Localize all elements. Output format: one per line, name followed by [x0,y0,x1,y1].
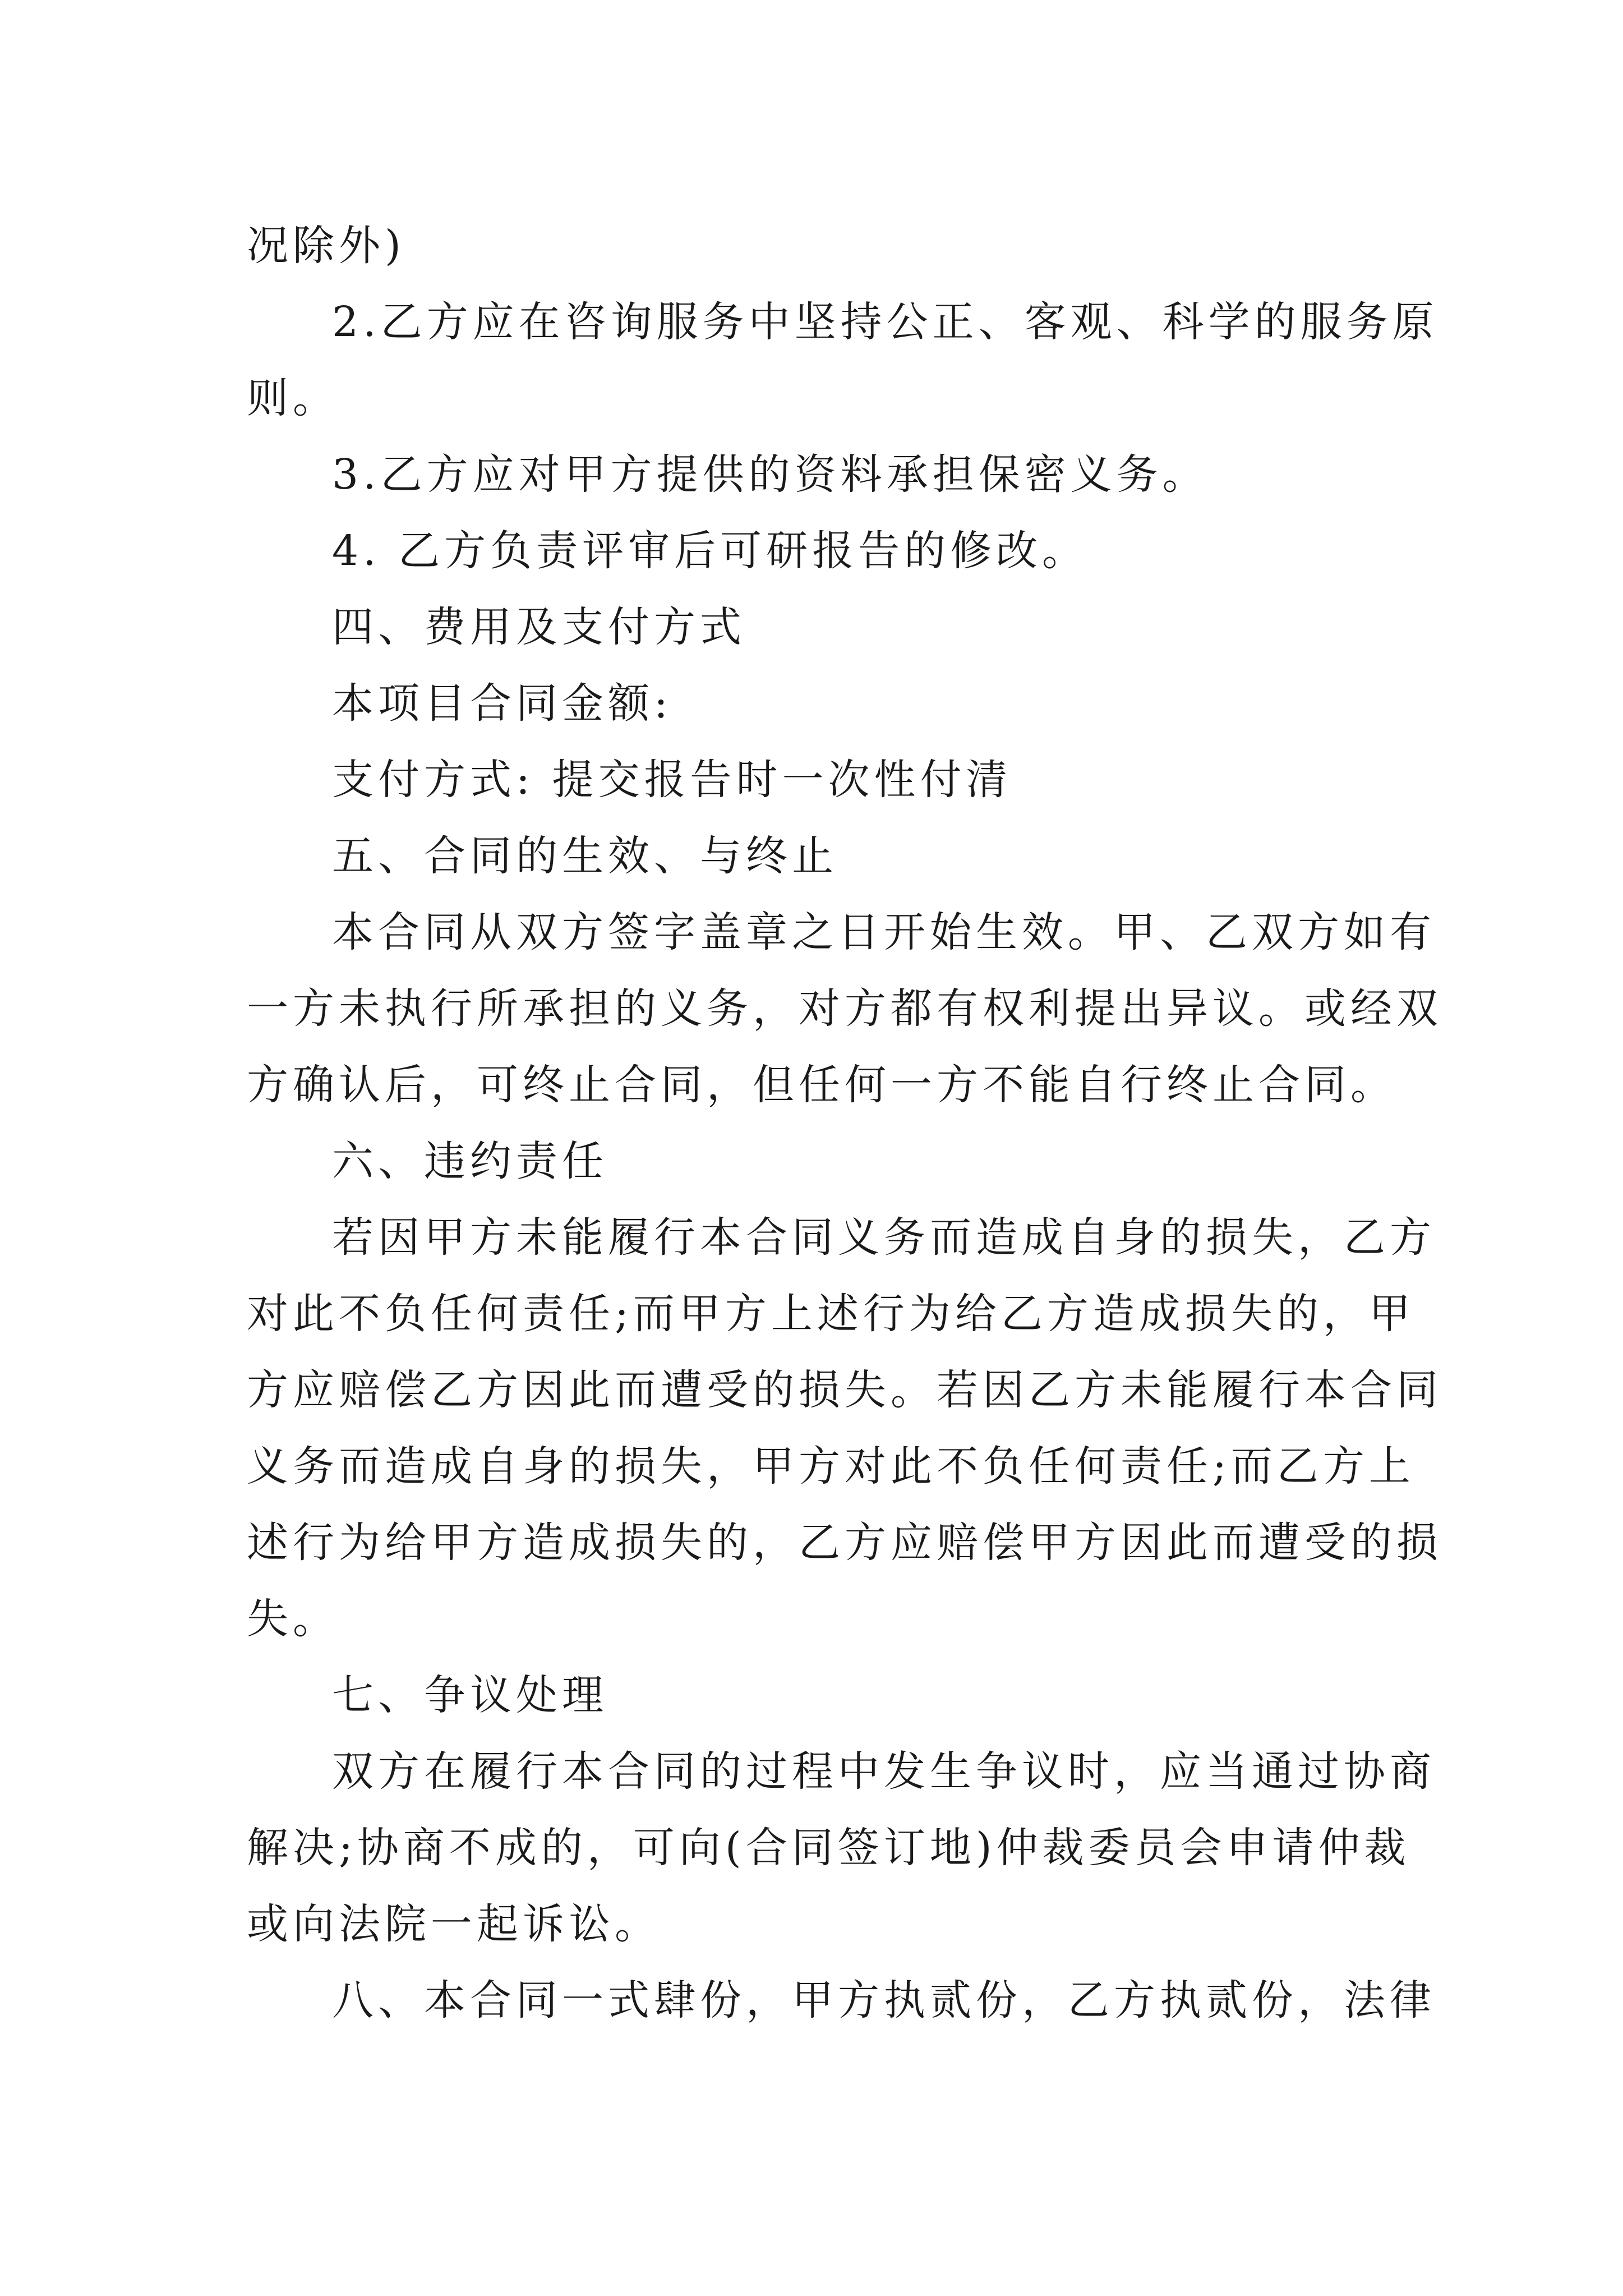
text-line: 双方在履行本合同的过程中发生争议时，应当通过协商 [332,1747,1436,1796]
section-heading: 六、违约责任 [332,1137,608,1185]
text-line: 2.乙方应在咨询服务中坚持公正、客观、科学的服务原 [332,298,1438,346]
text-line: 本合同从双方签字盖章之日开始生效。甲、乙双方如有 [332,908,1436,956]
text-line: 八、本合同一式肆份，甲方执贰份，乙方执贰份，法律 [332,1976,1436,2024]
section-heading: 七、争议处理 [332,1671,608,1719]
text-line: 失。 [247,1595,339,1643]
text-line: 或向法院一起诉讼。 [247,1900,661,1948]
document-body [247,208,1442,2039]
section-heading: 五、合同的生效、与终止 [332,832,838,880]
text-line: 方应赔偿乙方因此而遭受的损失。若因乙方未能履行本合同 [247,1366,1442,1414]
text-line: 一方未执行所承担的义务，对方都有权利提出异议。或经双 [247,984,1442,1033]
text-line: 4. 乙方负责评审后可研报告的修改。 [332,527,1089,575]
text-line: 况除外) [247,222,405,270]
text-line: 本项目合同金额: [332,679,672,728]
text-line: 若因甲方未能履行本合同义务而造成自身的损失，乙方 [332,1213,1436,1262]
text-line: 解决;协商不成的，可向(合同签订地)仲裁委员会申请仲裁 [247,1824,1410,1872]
text-line: 对此不负任何责任;而甲方上述行为给乙方造成损失的，甲 [247,1290,1415,1338]
text-line: 则。 [247,374,339,422]
text-line: 方确认后，可终止合同，但任何一方不能自行终止合同。 [247,1061,1396,1109]
section-heading: 四、费用及支付方式 [332,603,746,651]
text-line: 3.乙方应对甲方提供的资料承担保密义务。 [332,450,1209,499]
text-line: 支付方式: 提交报告时一次性付清 [332,756,1012,804]
text-line: 述行为给甲方造成损失的，乙方应赔偿甲方因此而遭受的损 [247,1519,1442,1567]
text-line: 义务而造成自身的损失，甲方对此不负任何责任;而乙方上 [247,1442,1415,1490]
